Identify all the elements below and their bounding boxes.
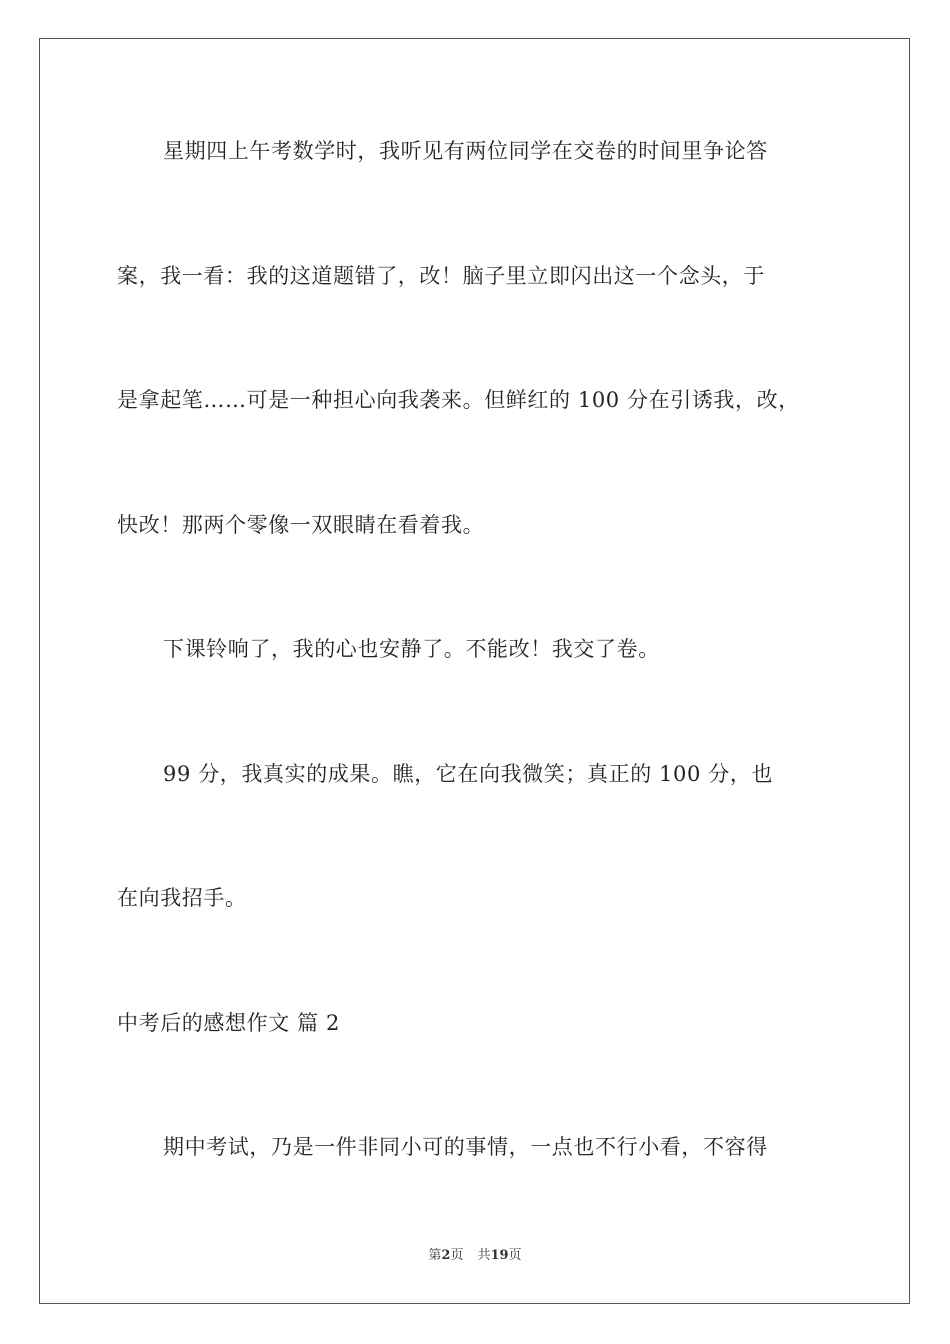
footer-prefix: 第 — [428, 1248, 442, 1263]
page-footer — [0, 1247, 950, 1265]
footer-total-pages: 19 — [490, 1248, 509, 1263]
paragraph-line: 期中考试，乃是一件非同小可的事情，一点也不行小看，不容得 — [163, 1135, 768, 1159]
footer-page-number: 2 — [441, 1248, 451, 1263]
footer-page-suffix: 页 — [450, 1248, 464, 1263]
paragraph-line: 案，我一看：我的这道题错了，改！脑子里立即闪出这一个念头，于 — [117, 264, 765, 288]
paragraph-line: 在向我招手。 — [117, 886, 247, 910]
paragraph-line: 星期四上午考数学时，我听见有两位同学在交卷的时间里争论答 — [163, 139, 768, 163]
footer-total-prefix: 共 — [477, 1248, 491, 1263]
paragraph-line: 99 分，我真实的成果。瞧，它在向我微笑；真正的 100 分，也 — [163, 762, 774, 786]
footer-total-suffix: 页 — [508, 1248, 522, 1263]
paragraph-line: 是拿起笔……可是一种担心向我袭来。但鲜红的 100 分在引诱我，改， — [117, 388, 800, 412]
paragraph-line: 快改！那两个零像一双眼睛在看着我。 — [117, 513, 485, 537]
section-heading: 中考后的感想作文 篇 2 — [117, 1011, 340, 1035]
paragraph-line: 下课铃响了，我的心也安静了。不能改！我交了卷。 — [163, 637, 660, 661]
page-frame — [39, 38, 910, 1304]
